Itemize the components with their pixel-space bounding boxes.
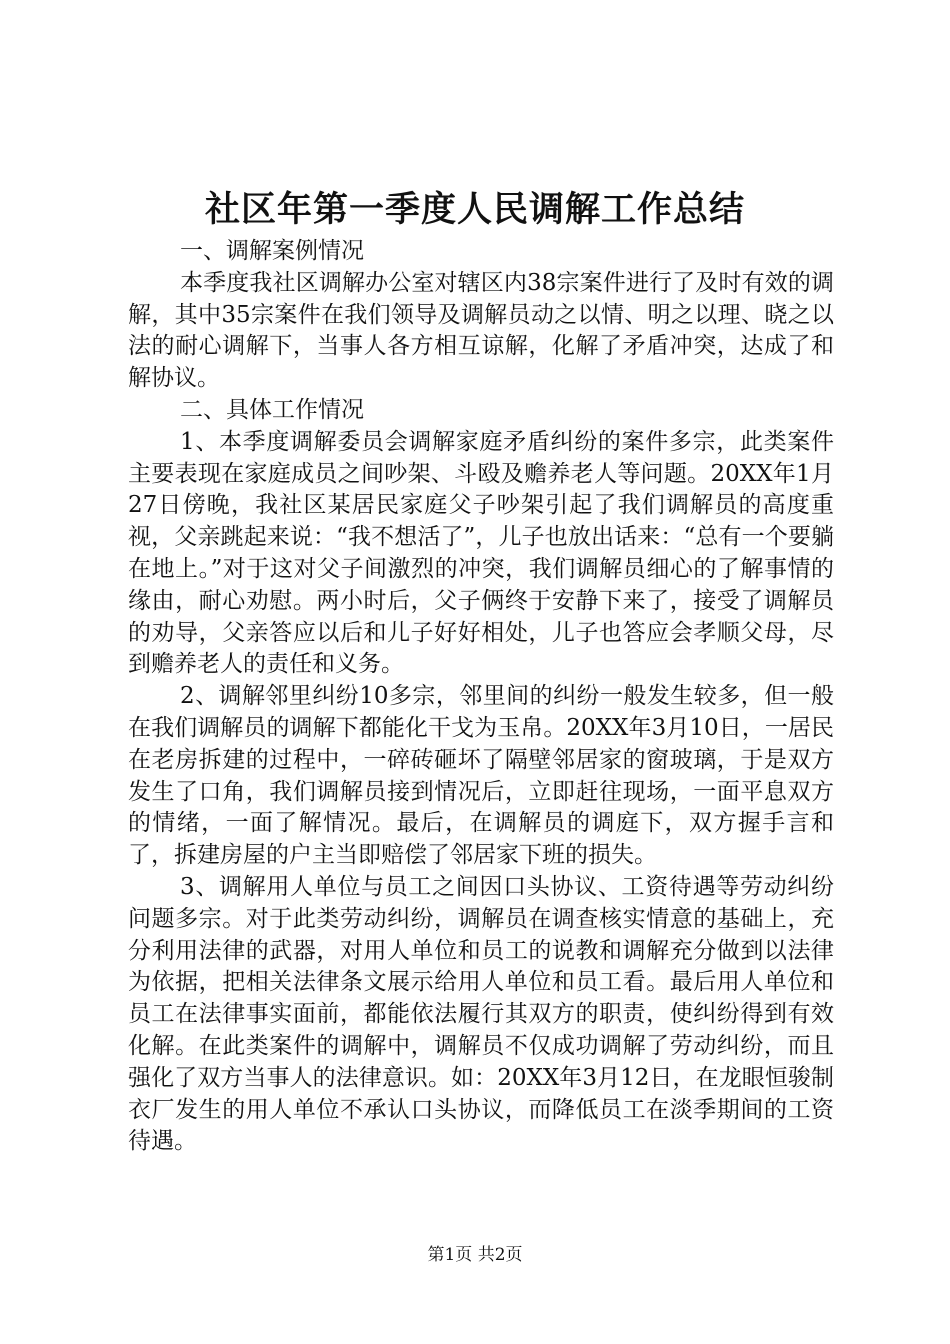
paragraph-family-disputes: 1、本季度调解委员会调解家庭矛盾纠纷的案件多宗，此类案件主要表现在家庭成员之间吵架、斗殴及赡养老人等问题。20XX年1月27日傍晚，我社区某居民家庭父子吵架引起了我们调解员的高度重视，父亲跳起来说：“我不想活了”，儿子也放出话来：“总有一个要躺在地上。”对于这对父子间激烈的冲突，我们调解员细心的了解事情的缘由，耐心劝慰。两小时后，父子俩终于安静下来了，接受了调解员的劝导，父亲答应以后和儿子好好相处，儿子也答应会孝顺父母，尽到赡养老人的责任和义务。 <box>128 428 834 678</box>
document-title: 社区年第一季度人民调解工作总结 <box>204 189 745 230</box>
section-heading-1: 一、调解案例情况 <box>180 238 364 264</box>
page-footer: 第1页 共2页 <box>427 1245 523 1265</box>
paragraph-case-summary: 本季度我社区调解办公室对辖区内38宗案件进行了及时有效的调解，其中35宗案件在我们领导及调解员动之以情、明之以理、晓之以法的耐心调解下，当事人各方相互谅解，化解了矛盾冲突，达成了和解协议。 <box>128 269 834 392</box>
document-body <box>128 236 834 1158</box>
paragraph-neighbor-disputes: 2、调解邻里纠纷10多宗，邻里间的纠纷一般发生较多，但一般在我们调解员的调解下都能化干戈为玉帛。20XX年3月10日，一居民在老房拆建的过程中，一碎砖砸坏了隔壁邻居家的窗玻璃，于是双方发生了口角，我们调解员接到情况后，立即赶往现场，一面平息双方的情绪，一面了解情况。最后，在调解员的调庭下，双方握手言和了，拆建房屋的户主当即赔偿了邻居家下班的损失。 <box>128 683 834 869</box>
paragraph-labor-disputes: 3、调解用人单位与员工之间因口头协议、工资待遇等劳动纠纷问题多宗。对于此类劳动纠纷，调解员在调查核实情意的基础上，充分利用法律的武器，对用人单位和员工的说教和调解充分做到以法律为依据，把相关法律条文展示给用人单位和员工看。最后用人单位和员工在法律事实面前，都能依法履行其双方的职责，使纠纷得到有效化解。在此类案件的调解中，调解员不仅成功调解了劳动纠纷，而且强化了双方当事人的法律意识。如：20XX年3月12日，在龙眼恒骏制衣厂发生的用人单位不承认口头协议，而降低员工在淡季期间的工资待遇。 <box>128 873 834 1155</box>
section-heading-2: 二、具体工作情况 <box>180 396 364 423</box>
